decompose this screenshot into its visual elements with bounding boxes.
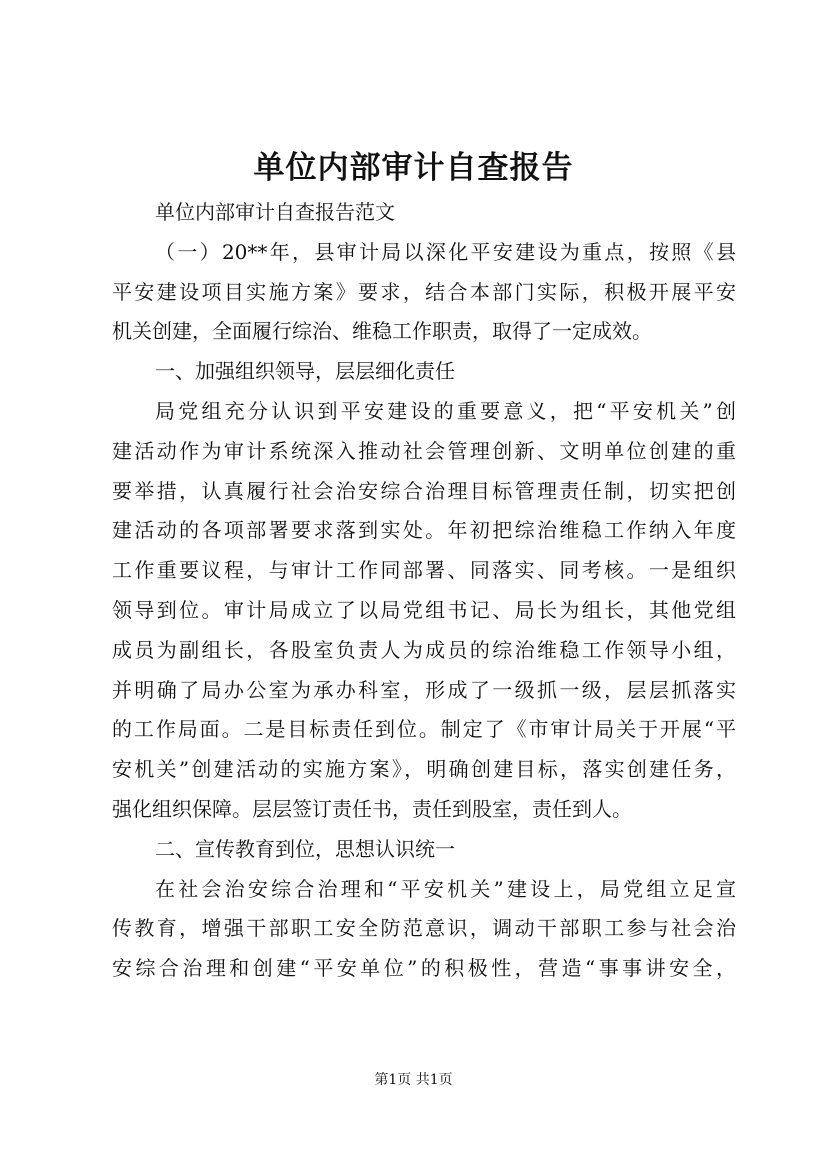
text-line: 在社会治安综合治理和“平安机关”建设上，局党组立足宣 xyxy=(155,876,736,901)
text-line: 要举措，认真履行社会治安综合治理目标管理责任制，切实把创 xyxy=(112,478,736,503)
text-line: 建活动作为审计系统深入推动社会管理创新、文明单位创建的重 xyxy=(112,438,736,463)
text-line: 领导到位。审计局成立了以局党组书记、局长为组长，其他党组 xyxy=(112,597,736,622)
text-line: 一、加强组织领导，层层细化责任 xyxy=(155,359,455,384)
text-line: 强化组织保障。层层签订责任书，责任到股室，责任到人。 xyxy=(112,796,632,821)
text-line: 的工作局面。二是目标责任到位。制定了《市审计局关于开展“平 xyxy=(112,717,736,742)
text-line: 平安建设项目实施方案》要求，结合本部门实际，积极开展平安 xyxy=(112,279,736,304)
text-line: 二、宣传教育到位，思想认识统一 xyxy=(155,836,455,861)
text-line: 局党组充分认识到平安建设的重要意义，把“平安机关”创 xyxy=(155,398,736,423)
text-line: 并明确了局办公室为承办科室，形成了一级抓一级，层层抓落实 xyxy=(112,677,736,702)
text-line: 机关创建，全面履行综治、维稳工作职责，取得了一定成效。 xyxy=(112,319,652,344)
page-footer: 第1页 共1页 xyxy=(374,1072,453,1088)
text-line: 成员为副组长，各股室负责人为成员的综治维稳工作领导小组， xyxy=(112,637,736,662)
document-body xyxy=(112,193,736,989)
text-line: 工作重要议程，与审计工作同部署、同落实、同考核。一是组织 xyxy=(112,558,736,583)
text-line: 安机关”创建活动的实施方案》，明确创建目标，落实创建任务， xyxy=(112,757,736,782)
text-line: 单位内部审计自查报告范文 xyxy=(155,200,395,224)
text-line: 安综合治理和创建“平安单位”的积极性，营造“事事讲安全， xyxy=(112,956,736,981)
page-title: 单位内部审计自查报告 xyxy=(253,150,574,186)
text-line: 建活动的各项部署要求落到实处。年初把综治维稳工作纳入年度 xyxy=(112,518,736,543)
text-line: （一）20**年，县审计局以深化平安建设为重点，按照《县 xyxy=(155,239,736,264)
text-line: 传教育，增强干部职工安全防范意识，调动干部职工参与社会治 xyxy=(112,916,736,941)
